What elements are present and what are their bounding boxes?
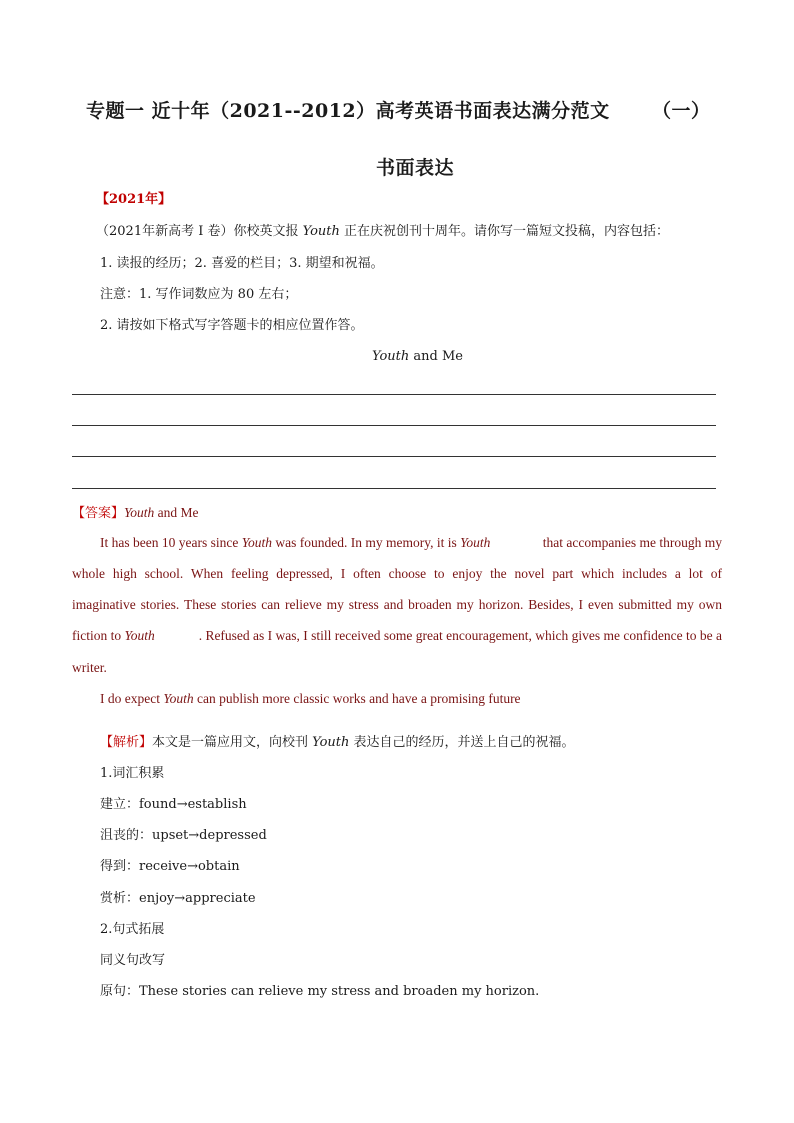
writing-line — [72, 456, 716, 457]
answer-youth: Youth — [163, 691, 194, 706]
analysis-youth: Youth — [312, 735, 350, 750]
vocab-item: 建立：found→establish — [100, 797, 247, 812]
note-2: 2. 请按如下格式写字答题卡的相应位置作答。 — [100, 318, 364, 333]
answer-text: fiction to — [72, 628, 125, 643]
writing-line — [72, 394, 716, 395]
answer-text: that accompanies me through my — [542, 535, 722, 550]
answer-youth: Youth — [241, 535, 272, 550]
essay-title — [372, 348, 463, 366]
answer-heading — [72, 504, 199, 523]
prompt-newspaper-name: Youth — [302, 224, 340, 239]
synonym-heading: 同义句改写 — [100, 953, 166, 968]
answer-line-2: whole high school. When feeling depressed, I often choose to enjoy the novel part which includes a lot of — [72, 566, 722, 581]
writing-line — [72, 488, 716, 489]
page-title-text: 专题一 近十年（2021--2012）高考英语书面表达满分范文 — [86, 100, 610, 122]
answer-youth: Youth — [460, 535, 491, 550]
question-items: 1. 读报的经历；2. 喜爱的栏目；3. 期望和祝福。 — [100, 256, 384, 271]
answer-label: 【答案】 — [72, 506, 125, 521]
answer-line-4 — [72, 628, 722, 644]
essay-title-italic: Youth — [372, 349, 410, 364]
answer-text: . Refused as I was, I still received some great encouragement, which gives me confidence to be a — [198, 628, 722, 643]
sentence-heading: 2.句式拓展 — [100, 922, 165, 937]
answer-text: I do expect — [100, 691, 164, 706]
answer-title-rest: and Me — [154, 505, 199, 520]
writing-line — [72, 425, 716, 426]
vocab-item: 赏析：enjoy→appreciate — [100, 891, 256, 906]
answer-paragraph-2 — [100, 691, 521, 707]
answer-line-3: imaginative stories. These stories can relieve my stress and broaden my horizon. Besides, I even submitted my own — [72, 597, 722, 612]
answer-text: was founded. In my memory, it is — [271, 535, 461, 550]
vocab-heading: 1.词汇积累 — [100, 766, 165, 781]
answer-text: can publish more classic works and have a promising future — [193, 691, 521, 706]
essay-title-rest: and Me — [409, 349, 463, 364]
page-title — [86, 96, 610, 123]
answer-text: It has been 10 years since — [100, 535, 242, 550]
answer-line-5: writer. — [72, 660, 107, 675]
vocab-item: 得到：receive→obtain — [100, 859, 240, 874]
page-title-suffix: （一） — [652, 100, 711, 122]
vocab-item: 沮丧的：upset→depressed — [100, 828, 267, 843]
year-tag: 【2021年】 — [96, 192, 172, 207]
answer-title-italic: Youth — [124, 505, 155, 520]
question-prompt — [96, 223, 669, 241]
page-subtitle: 书面表达 — [376, 157, 455, 179]
note-1: 注意：1. 写作词数应为 80 左右； — [100, 287, 298, 302]
prompt-text-end: 正在庆祝创刊十周年。请你写一篇短文投稿，内容包括： — [339, 224, 670, 239]
original-sentence: 原句：These stories can relieve my stress and broaden my horizon. — [100, 984, 540, 999]
analysis-label: 【解析】 — [100, 735, 153, 750]
prompt-text: （2021年新高考 I 卷）你校英文报 — [96, 224, 303, 239]
answer-line-1 — [100, 535, 722, 551]
analysis-text-end: 表达自己的经历，并送上自己的祝福。 — [349, 735, 575, 750]
analysis-heading — [100, 734, 575, 752]
answer-youth: Youth — [124, 628, 155, 643]
analysis-text: 本文是一篇应用文，向校刊 — [152, 735, 313, 750]
